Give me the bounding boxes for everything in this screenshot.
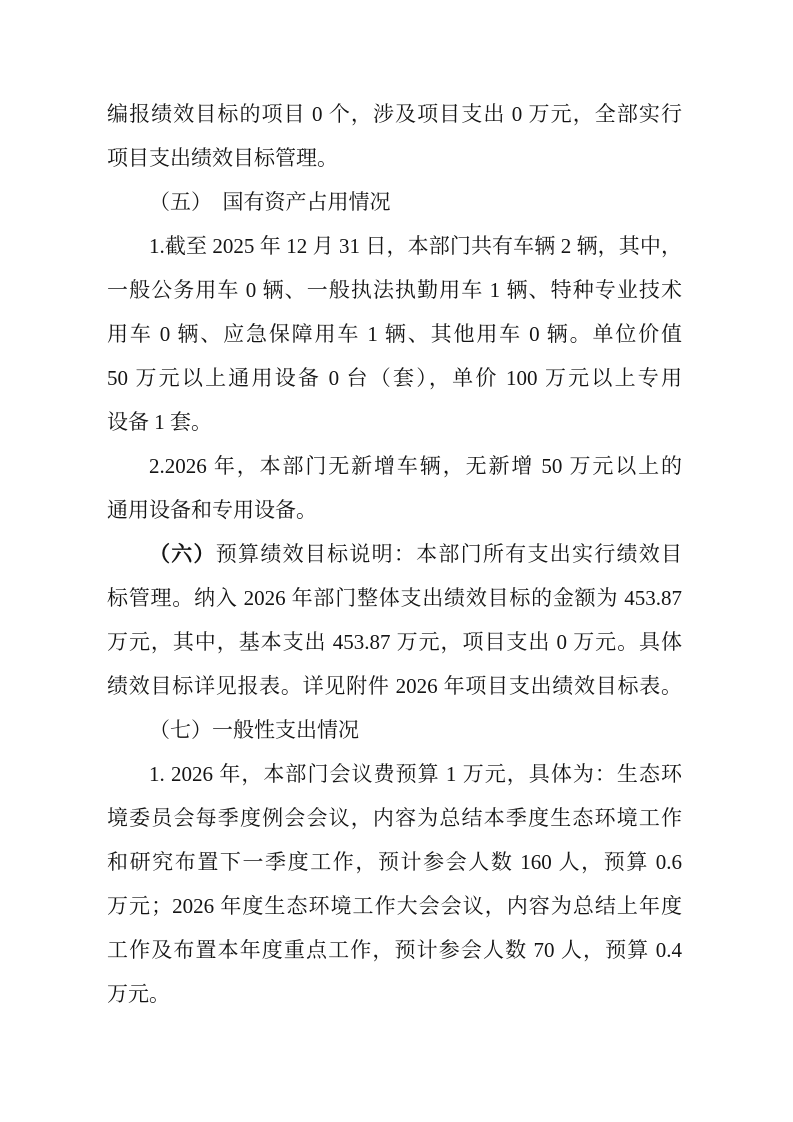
section-heading-line	[107, 180, 682, 224]
line-text: 万元，其中，基本支出 453.87 万元，项目支出 0 万元。具体	[107, 630, 682, 654]
text-line	[107, 620, 682, 664]
text-line	[107, 576, 682, 620]
text-line	[107, 224, 682, 268]
line-text: 一般公务用车 0 辆、一般执法执勤用车 1 辆、特种专业技术	[107, 278, 682, 302]
text-line	[107, 752, 682, 796]
line-text: 预算绩效目标说明：本部门所有支出实行绩效目	[215, 542, 683, 566]
text-line	[107, 972, 682, 1016]
text-line	[107, 488, 682, 532]
line-text: 通用设备和专用设备。	[107, 498, 317, 522]
text-line	[107, 312, 682, 356]
line-text: 标管理。纳入 2026 年部门整体支出绩效目标的金额为 453.87	[107, 586, 682, 610]
section-heading-line	[107, 708, 682, 752]
line-text: 项目支出绩效目标管理。	[107, 146, 338, 170]
line-text: （五） 国有资产占用情况	[149, 190, 391, 214]
line-text: 1.截至 2025 年 12 月 31 日，本部门共有车辆 2 辆，其中，	[149, 234, 682, 258]
line-text: 1. 2026 年，本部门会议费预算 1 万元，具体为：生态环	[149, 762, 682, 786]
section-number-bold: （六）	[149, 542, 216, 566]
line-text: 和研究布置下一季度工作，预计参会人数 160 人，预算 0.6	[107, 850, 682, 874]
section-heading-line	[107, 532, 682, 576]
text-line	[107, 136, 682, 180]
document-body	[107, 92, 682, 1016]
text-line	[107, 928, 682, 972]
line-text: 境委员会每季度例会会议，内容为总结本季度生态环境工作	[107, 806, 682, 830]
line-text: 设备 1 套。	[107, 410, 212, 434]
line-text: 2.2026 年，本部门无新增车辆，无新增 50 万元以上的	[149, 454, 682, 478]
text-line	[107, 884, 682, 928]
line-text: 编报绩效目标的项目 0 个，涉及项目支出 0 万元，全部实行	[107, 102, 682, 126]
text-line	[107, 796, 682, 840]
line-text: （七）一般性支出情况	[149, 718, 359, 742]
line-text: 万元。	[107, 982, 170, 1006]
text-line	[107, 92, 682, 136]
line-text: 绩效目标详见报表。详见附件 2026 年项目支出绩效目标表。	[107, 674, 682, 698]
line-text: 50 万元以上通用设备 0 台（套），单价 100 万元以上专用	[107, 366, 682, 390]
text-line	[107, 400, 682, 444]
line-text: 万元；2026 年度生态环境工作大会会议，内容为总结上年度	[107, 894, 682, 918]
text-line	[107, 840, 682, 884]
line-text: 工作及布置本年度重点工作，预计参会人数 70 人，预算 0.4	[107, 938, 682, 962]
line-text: 用车 0 辆、应急保障用车 1 辆、其他用车 0 辆。单位价值	[107, 322, 682, 346]
text-line	[107, 444, 682, 488]
text-line	[107, 268, 682, 312]
text-line	[107, 356, 682, 400]
text-line	[107, 664, 682, 708]
